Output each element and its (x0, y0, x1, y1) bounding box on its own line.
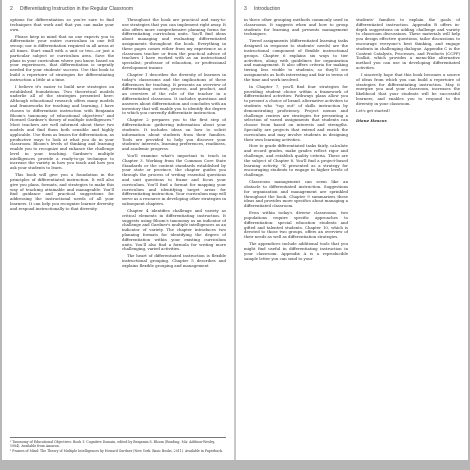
paragraph: Even within today's diverse classrooms, two populations require specific approaches to differentiation: special education students and gifted and talented students. Chapter 10, which is devoted to those two groups, offers an overview of their needs as well as differentiation strategies. (244, 210, 348, 240)
paragraph: I sincerely hope that this book becomes a source of ideas from which you can build a repertoire of strategies for differentiating instruction. May it energize you and your classroom, increases the likelihood that your students will be successful learners, and enables you to respond to the diversity in your classroom. (356, 71, 460, 106)
column-1 (10, 18, 114, 438)
running-title: Differentiating Instruction in the Regular Classroom (20, 6, 134, 12)
column-1 (244, 18, 348, 438)
paragraph: This book will give you a foundation in the principles of differentiated instruction. It will also give you plans, formats, and strategies to make this way of teaching attainable and manageable. You'll find guidance and practical suggestions for addressing the instructional needs of all your learners. It can help you recognize learner diversity and respond instructionally to that diversity. (10, 172, 114, 211)
paragraph: options for differentiation so you're sure to find techniques that work and that you can make your own. (10, 18, 114, 32)
running-title: Introduction (254, 6, 281, 12)
paragraph: Throughout the book are practical and easy-to-use strategies that you can implement right away. It also offers more comprehensive planning forms for differentiating curriculum units. You'll find ideas about managing and evaluating differentiated assignments throughout the book. Everything in these pages comes either from my experience as a classroom teacher or from the practical advice of teachers I have worked with as an instructional specialist, professor of education, or professional development trainer. (122, 18, 226, 70)
author-signature: Diane Heacox (356, 117, 387, 123)
paragraph: in three other grouping methods commonly used in classrooms. It suggests when and how to group students for learning and presents management techniques. (244, 18, 348, 37)
footnote: ¹ Taxonomy of Educational Objectives: Book 1: Cognitive Domain, edited by Benjamin S. Bloom (Reading, MA: Addison-Wesley, 1984). Available from Amazon. (10, 440, 215, 448)
running-head-right (244, 6, 460, 15)
paragraph: You'll examine what's important to teach in Chapter 3. Working from the Common Core State Standards or the content standards established by your state or province, the chapter guides you through the process of writing essential questions and unit questions to frame and focus your curriculum. You'll find a format for mapping your curriculum and identifying target areas for differentiating instruction. Your curriculum map will serve as a resource in developing other strategies in subsequent chapters. (122, 153, 226, 207)
paragraph: How to grade differentiated tasks fairly, calculate and record grades, make grades reflect rigor and challenge, and establish quality criteria. These are the subject of Chapter 8. You'll find a project-based learning activity, "K presented as a strategy for encouraging students to engage in higher levels of challenge. (244, 143, 348, 178)
paragraph: Please keep in mind that no one expects you to differentiate your entire curriculum in one fell swoop; nor is differentiation required in all areas at all times. Start small with a unit or two—or just a particular subject or curriculum area. Save the plans in your curriculum where you know, based on your experiences, that differentiation is urgently needed for your students' success. Use this book to build a repertoire of strategies for differentiating instruction a little at a time. (10, 33, 114, 82)
paragraph: Tiered assignments (differentiated learning tasks designed in response to students' needs) are the instructional component of flexible instructional groups. Chapter 6 explains six ways to tier activities, along with guidelines for organization and management. It also offers criteria for making tiering less visible to students, so they'll see assignments as both interesting and fair in terms of the time and work involved. (244, 38, 348, 82)
column-2 (356, 18, 460, 438)
footnotes (10, 437, 226, 454)
sign-off: Let's get started! (356, 107, 391, 113)
text-columns (10, 18, 226, 438)
text-columns (244, 18, 460, 438)
paragraph: students' families to explain the goals of differentiated instruction. Appendix B offers in-depth suggestions on adding challenge and variety to classroom discussions. These materials will help you design effective questions, tailor discussions to encourage everyone's best thinking, and engage students in challenging dialogue. Appendix C is the Content Catalysts, Processes, and Products (CCPP) Toolkit, which provides a menu-like alternative method you can use in developing differentiated activities. (356, 18, 460, 70)
paragraph: I believe it's easier to build new strategies on established foundations. Two theoretical models underlie all of the strategies presented here: Although educational research offers many models and frameworks for teaching and learning, I have chosen to differentiate instruction with Benjamin Bloom's taxonomy of educational objectives¹ and Howard Gardner's theory of multiple intelligences.² Most teachers are well informed about these two models and find them both sensible and highly applicable. Use them as lenses for differentiation, as productive ways to look at what you do in your classroom. Bloom's levels of thinking and learning enable you to recognize and enhance the challenge level in your teaching. Gardner's multiple intelligences provide a ready-to-go technique to increase the variety in how you teach and how you ask your students to learn. (10, 83, 114, 171)
paragraph: The heart of differentiated instruction is flexible instructional grouping. Chapter 5 describes and explains flexible grouping and management (122, 253, 226, 268)
paragraph: The appendices include additional tools that you might find useful in differentiating instruction in your classroom. Appendix A is a reproducible sample letter you can send to your (244, 241, 348, 261)
paragraph: Chapter 2 prepares you to the first step of differentiation: gathering information about your students. It includes ideas on how to solicit information about students from their families. Tools are provided to help you discover your students' interests, learning preferences, readiness, and academic progress. (122, 117, 226, 152)
running-head-left (10, 6, 226, 15)
column-2 (122, 18, 226, 438)
paragraph: Chapter 4 identifies challenge and variety as critical elements in differentiating instruction. It suggests using Bloom's taxonomy as an indicator of challenge and Gardner's multiple intelligences as an indicator of variety. The chapter introduces two planning formats for identifying the degree of differentiation within your existing curriculum units. You'll also find a formula for writing more challenging, varied activities. (122, 208, 226, 252)
paragraph: In Chapter 7, you'll find four strategies for providing student choice within a framework of differentiated activities: Pathways plans allow you to present a choice of brand, alternative activities to students who "top out" of skills instruction by demonstrating proficiency. Project menus and challenge centers are strategies for presenting a selection of varied assignments that students can choose from based on interests and strengths. Specialty are projects that extend and enrich the curriculum and may involve students in designing their own learning activities. (244, 83, 348, 142)
left-page (2, 0, 234, 460)
page-number: 3 (244, 6, 247, 12)
right-page (236, 0, 468, 460)
paragraph: Classroom management can seem like an obstacle to differentiated instruction. Suggestions for organization and management are sprinkled throughout the book. Chapter 9 summarizes these ideas and provides more specifics about managing a differentiated classroom. (244, 179, 348, 209)
footnote: ² Frames of Mind: The Theory of Multiple Intelligences by Howard Gardner (New York: Basic Books, 2011). Available in Paperback. (10, 449, 223, 453)
paragraph: Chapter 1 describes the diversity of learners in today's classrooms and the implications of these differences for teaching. It presents an overview of differentiating content, process, and product, and an overview of the role of the teacher in a differentiated classroom. It includes questions and answers about differentiation and concludes with an inventory that will enable you to identify the degree to which you currently differentiate instruction. (122, 71, 226, 116)
page-number: 2 (10, 6, 13, 12)
